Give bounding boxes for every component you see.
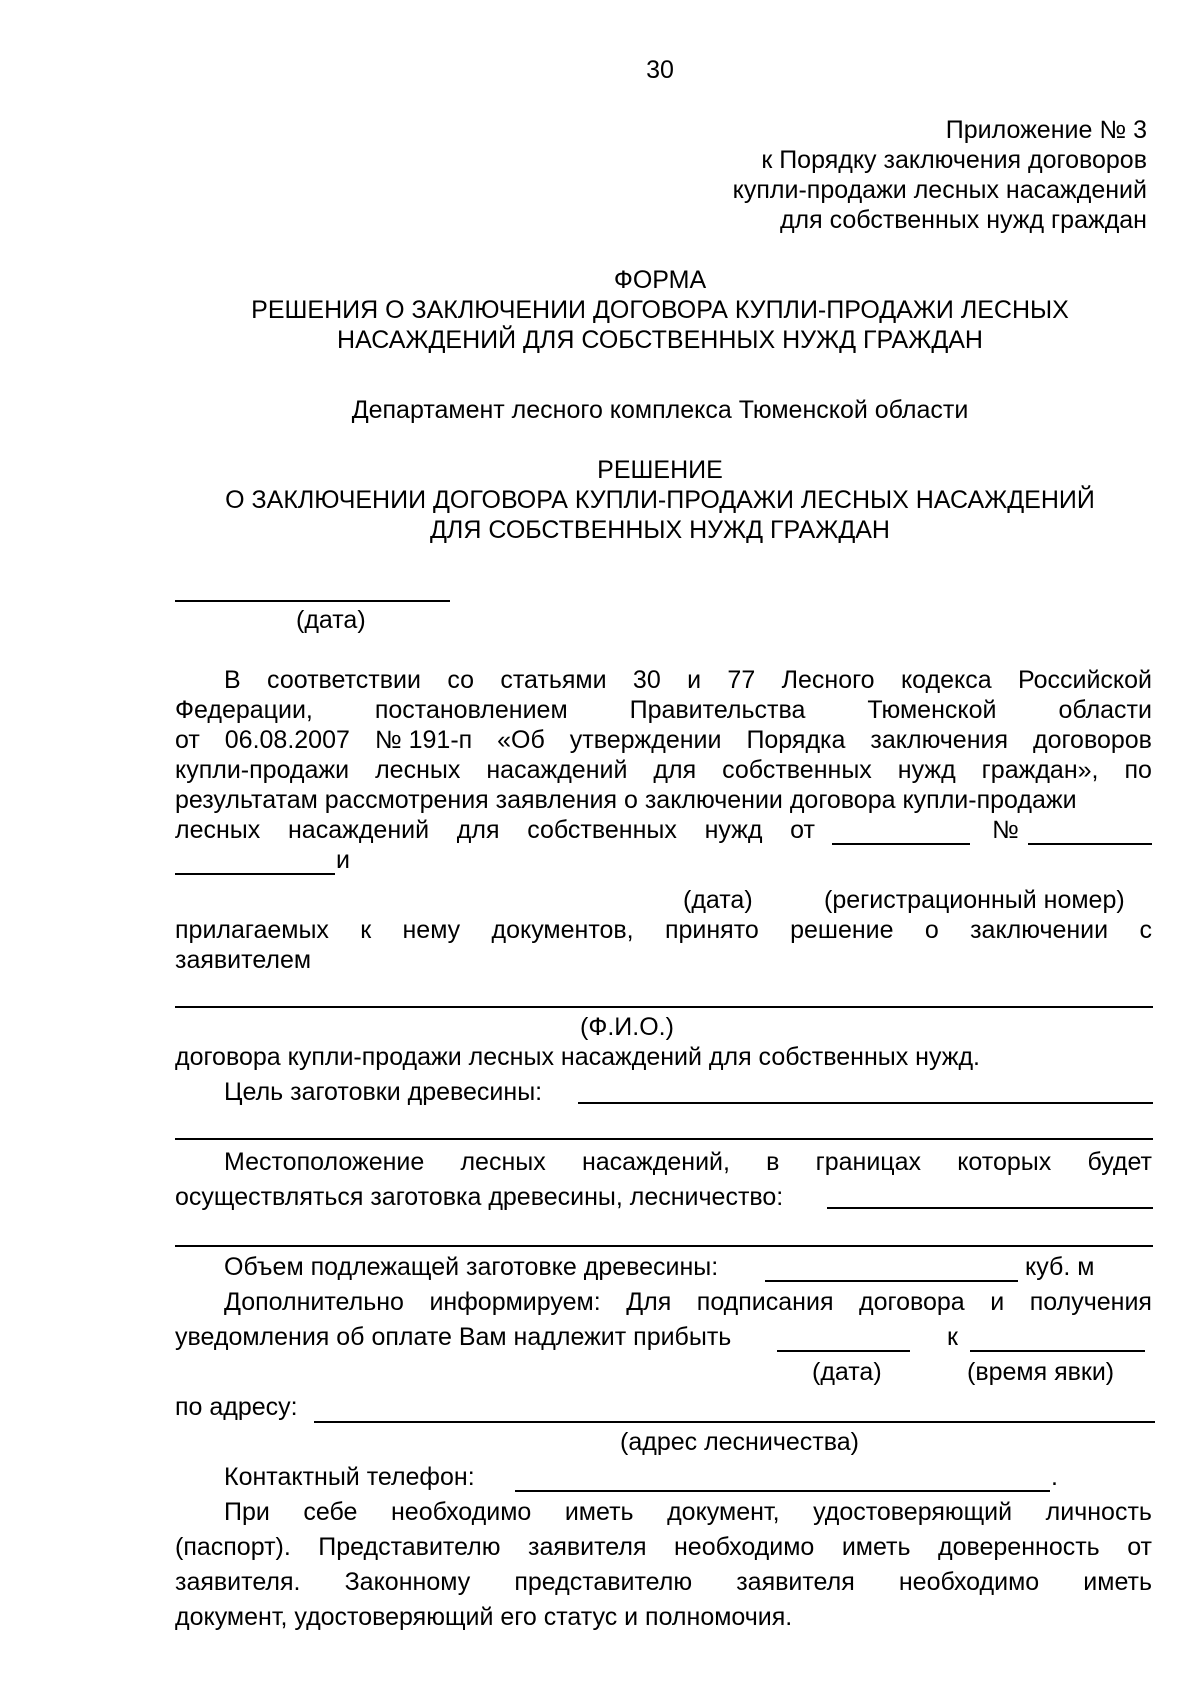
caption-appearance-time: (время явки) [967,1358,1115,1386]
para1-line-5: результатам рассмотрения заявления о заключении договора купли-продажи [175,786,1077,814]
appendix-line-3: купли-продажи лесных насаждений [732,176,1147,204]
decision-title-line-1: РЕШЕНИЕ [597,456,723,484]
forestry-blank-line-2[interactable] [175,1245,1153,1247]
date-blank-line[interactable] [175,600,450,602]
appearance-time-blank[interactable] [970,1350,1145,1352]
department-name: Департамент лесного комплекса Тюменской области [351,396,969,424]
fio-blank-line[interactable] [175,1006,1153,1008]
location-line-2: осуществляться заготовка древесины, лесничество: [175,1183,784,1211]
address-label: по адресу: [175,1393,298,1421]
para1-line-9: заявителем [175,946,312,974]
location-line-1: Местоположение лесных насаждений, в границах которых будет [224,1148,1152,1176]
appendix-line-4: для собственных нужд граждан [779,206,1147,234]
purpose-label: Цель заготовки древесины: [224,1078,543,1106]
form-title-line-3: НАСАЖДЕНИЙ ДЛЯ СОБСТВЕННЫХ НУЖД ГРАЖДАН [337,326,983,354]
address-blank-line[interactable] [314,1421,1155,1423]
decision-title-line-3: ДЛЯ СОБСТВЕННЫХ НУЖД ГРАЖДАН [430,516,890,544]
phone-blank-line[interactable] [515,1490,1050,1492]
para1-line-3: от 06.08.2007 № 191-п «Об утверждении Порядка заключения договоров [175,726,1152,754]
date-caption: (дата) [296,606,366,634]
final-line-3: заявителя. Законному представителю заявителя необходимо иметь [175,1568,1152,1596]
para1-line-1: В соответствии со статьями 30 и 77 Лесного кодекса Российской [224,666,1152,694]
appendix-line-2: к Порядку заключения договоров [761,146,1147,174]
final-line-2: (паспорт). Представителю заявителя необходимо иметь доверенность от [175,1533,1152,1561]
registration-number-blank[interactable] [1028,843,1152,845]
para1-line-2: Федерации, постановлением Правительства Тюменской области [175,696,1152,724]
purpose-blank-line-2[interactable] [175,1138,1153,1140]
volume-unit: куб. м [1025,1253,1095,1281]
para1-line-8: прилагаемых к нему документов, принято решение о заключении с [175,916,1152,944]
additional-line-1: Дополнительно информируем: Для подписания договора и получения [224,1288,1152,1316]
address-caption: (адрес лесничества) [620,1428,859,1456]
phone-end: . [1051,1463,1058,1491]
forestry-blank-line[interactable] [827,1207,1153,1209]
page-number: 30 [646,56,674,84]
para1-line-6: лесных насаждений для собственных нужд от [175,816,815,844]
fio-caption: (Ф.И.О.) [580,1013,674,1041]
final-line-1: При себе необходимо иметь документ, удостоверяющий личность [224,1498,1152,1526]
para1-line-4: купли-продажи лесных насаждений для собственных нужд граждан», по [175,756,1152,784]
caption-registration-number: (регистрационный номер) [824,886,1125,914]
registration-number-blank-continued[interactable] [175,873,335,875]
contract-line: договора купли-продажи лесных насаждений для собственных нужд. [175,1043,981,1071]
form-title-line-1: ФОРМА [613,266,707,294]
final-line-4: документ, удостоверяющий его статус и полномочия. [175,1603,793,1631]
additional-line-2: уведомления об оплате Вам надлежит прибыть [175,1323,732,1351]
form-title-line-2: РЕШЕНИЯ О ЗАКЛЮЧЕНИИ ДОГОВОРА КУПЛИ-ПРОДАЖИ ЛЕСНЫХ [251,296,1069,324]
purpose-blank-line[interactable] [578,1102,1153,1104]
volume-blank-line[interactable] [765,1280,1018,1282]
and-word: и [336,846,350,874]
volume-label: Объем подлежащей заготовке древесины: [224,1253,719,1281]
appearance-date-blank[interactable] [777,1350,910,1352]
caption-date: (дата) [683,886,753,914]
caption-appearance-date: (дата) [812,1358,882,1386]
appendix-line-1: Приложение № 3 [945,116,1147,144]
k-word: к [947,1323,958,1351]
decision-title-line-2: О ЗАКЛЮЧЕНИИ ДОГОВОРА КУПЛИ-ПРОДАЖИ ЛЕСНЫХ НАСАЖДЕНИЙ [225,486,1095,514]
application-date-blank[interactable] [832,843,970,845]
phone-label: Контактный телефон: [224,1463,475,1491]
number-sign: № [992,816,1019,844]
